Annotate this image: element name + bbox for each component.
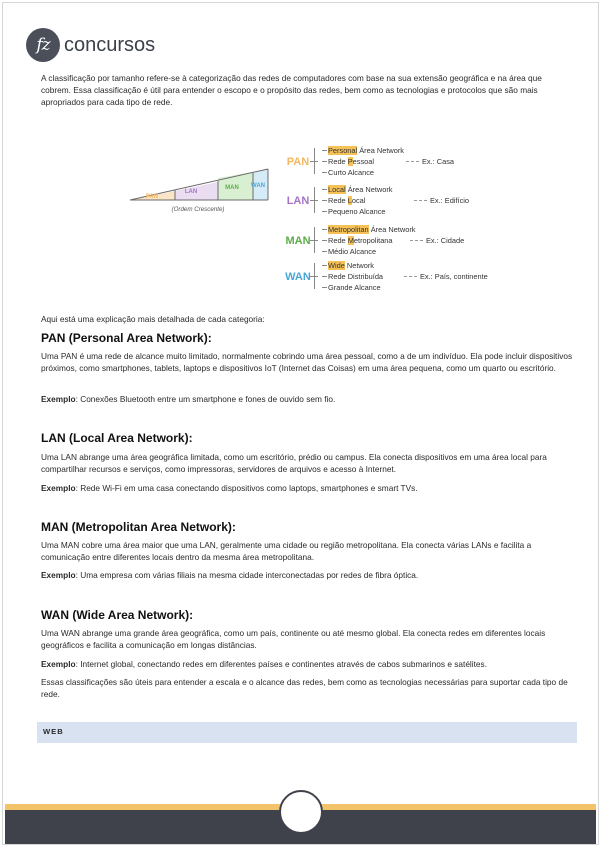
section-example-lan: Exemplo: Rede Wi-Fi em uma casa conectando dispositivos como laptops, smartphones e smart TVs. <box>41 483 418 493</box>
pyramid-label-lan: LAN <box>184 189 198 195</box>
network-line-3: Curto Alcance <box>328 168 375 177</box>
network-abbr: MAN <box>285 235 311 247</box>
network-example: Ex.: Cidade <box>426 236 465 245</box>
order-caption: (Ordem Crescente) <box>171 206 225 213</box>
section-body-man: Uma MAN cobre uma área maior que uma LAN, geralmente uma cidade ou região metropolitana. Ela conecta várias LANs e facilita a comunicação entre diferentes locais dentro da mesma área metropolitana. <box>41 540 532 562</box>
network-line-3: Grande Alcance <box>328 283 381 292</box>
pyramid-label-man: MAN <box>225 185 239 191</box>
section-title-pan: PAN (Personal Area Network): <box>41 331 212 345</box>
network-line-2: Rede Metropolitana <box>328 236 393 245</box>
section-body-wan: Uma WAN abrange uma grande área geográfica, como um país, continente ou até mesmo global. Ela conecta redes em diferentes locais geográficos e facilita a comunicação em longas distâncias. <box>41 628 546 650</box>
section-title-man: MAN (Metropolitan Area Network): <box>41 520 236 534</box>
network-abbr: LAN <box>286 195 310 207</box>
network-line-2: Rede Local <box>328 196 366 205</box>
pyramid-label-pan: PAN <box>145 194 159 200</box>
network-line-1: Personal Área Network <box>328 146 404 155</box>
network-size-figure <box>128 140 508 300</box>
network-line-1: Wide Network <box>328 261 375 270</box>
network-abbr: WAN <box>285 271 311 283</box>
intro-paragraph: A classificação por tamanho refere-se à categorização das redes de computadores com base na sua extensão geográfica e na área que cobrem. Essa classificação é útil para entender o escopo e o propósito das redes, bem como as tecnologias e protocolos que são mais apropriados para cada tipo de rede. <box>41 73 542 107</box>
network-example: Ex.: País, continente <box>420 272 488 281</box>
section-example-wan: Exemplo: Internet global, conectando redes em diferentes países e continentes através de cabos submarinos e satélites. <box>41 659 487 669</box>
network-line-3: Pequeno Alcance <box>328 207 386 216</box>
network-line-3: Médio Alcance <box>328 247 377 256</box>
web-bar-label: WEB <box>43 727 64 736</box>
logo-text: concursos <box>64 33 156 56</box>
lead-paragraph: Aqui está uma explicação mais detalhada de cada categoria: <box>41 314 265 324</box>
web-bar <box>37 722 577 743</box>
pyramid-label-wan: WAN <box>251 183 265 189</box>
network-line-1: Metropolitan Área Network <box>328 225 416 234</box>
network-example: Ex.: Casa <box>422 157 455 166</box>
pyramid-diagram <box>128 152 278 232</box>
section-example-man: Exemplo: Uma empresa com várias filiais na mesma cidade interconectadas por redes de fibra óptica. <box>41 570 419 580</box>
logo-mark-icon: fz <box>26 28 60 62</box>
section-body-pan: Uma PAN é uma rede de alcance muito limitado, normalmente cobrindo uma área pessoal, como a de um indivíduo. Ela pode incluir dispositivos próximos, como smartphones, tablets, laptops e dispositivos IoT (Internet das Coisas) em uma área pequena, como um quarto ou escritório. <box>41 351 573 373</box>
section-title-lan: LAN (Local Area Network): <box>41 431 193 445</box>
section-body-lan: Uma LAN abrange uma área geográfica limitada, como um escritório, prédio ou campus. Ela conecta dispositivos em uma área local para compartilhar recursos e serviços, como impressoras, servidores de arquivos e acesso à Internet. <box>41 452 547 474</box>
section-title-wan: WAN (Wide Area Network): <box>41 608 194 622</box>
network-abbr: PAN <box>286 156 310 168</box>
network-line-1: Local Área Network <box>328 185 393 194</box>
network-line-2: Rede Distribuída <box>328 272 384 281</box>
section-example-pan: Exemplo: Conexões Bluetooth entre um smartphone e fones de ouvido sem fio. <box>41 394 336 404</box>
network-example: Ex.: Edifício <box>430 196 470 205</box>
logo <box>26 28 155 62</box>
page-number-circle <box>279 790 323 834</box>
network-line-2: Rede Pessoal <box>328 157 375 166</box>
page-border <box>2 2 599 845</box>
closing-paragraph: Essas classificações são úteis para entender a escala e o alcance das redes, bem como as tecnologias necessárias para suportar cada tipo de rede. <box>41 677 568 699</box>
